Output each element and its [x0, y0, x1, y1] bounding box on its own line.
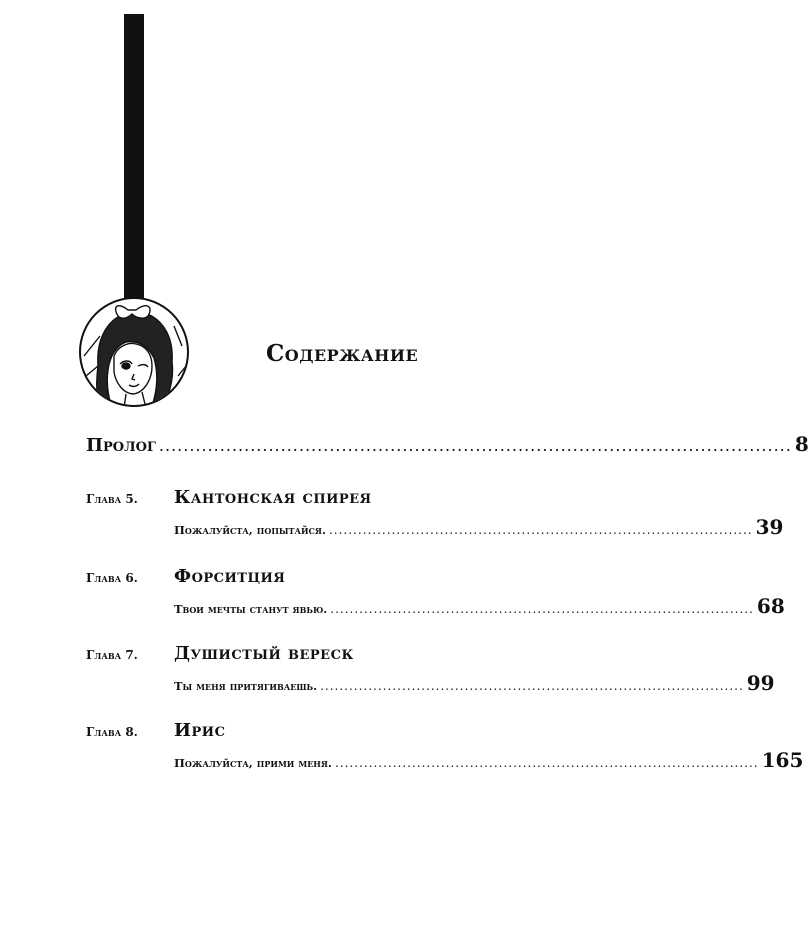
dot-leader: ........................................................................................ [320, 679, 744, 693]
chapter-page-number: 99 [746, 671, 775, 695]
chapter-number: Глава 5. [86, 492, 138, 506]
chapter-title: Ирис [174, 720, 226, 741]
chapter-number: Глава 6. [86, 571, 138, 585]
chapter-number: Глава 7. [86, 648, 138, 662]
decorative-vertical-bar [124, 14, 144, 300]
dot-leader: ........................................................................................ [330, 602, 754, 616]
chapter-subtitle: Пожалуйста, прими меня. [174, 756, 332, 770]
chapter-title: Душистый вереск [174, 643, 354, 664]
chapter-subtitle: Ты меня притягиваешь. [174, 679, 318, 693]
chapter-page-number: 165 [761, 748, 804, 772]
chapter-page-number: 39 [755, 515, 784, 539]
dot-leader: ........................................................................................................ [158, 436, 792, 455]
toc-prologue-entry[interactable] [86, 432, 809, 456]
chapter-subtitle: Твои мечты станут явью. [174, 602, 328, 616]
dot-leader: ........................................................................................ [328, 523, 753, 537]
girl-portrait-medallion-illustration [78, 296, 190, 408]
chapter-title: Форситция [174, 566, 286, 587]
chapter-subtitle: Пожалуйста, попытайся. [174, 523, 326, 537]
chapter-title: Кантонская спирея [174, 487, 372, 508]
prologue-label: Пролог [86, 435, 156, 456]
chapter-page-number: 68 [756, 594, 785, 618]
dot-leader: ........................................................................................ [334, 756, 759, 770]
prologue-page-number: 8 [794, 432, 809, 456]
page-title: Содержание [266, 340, 419, 367]
chapter-number: Глава 8. [86, 725, 138, 739]
